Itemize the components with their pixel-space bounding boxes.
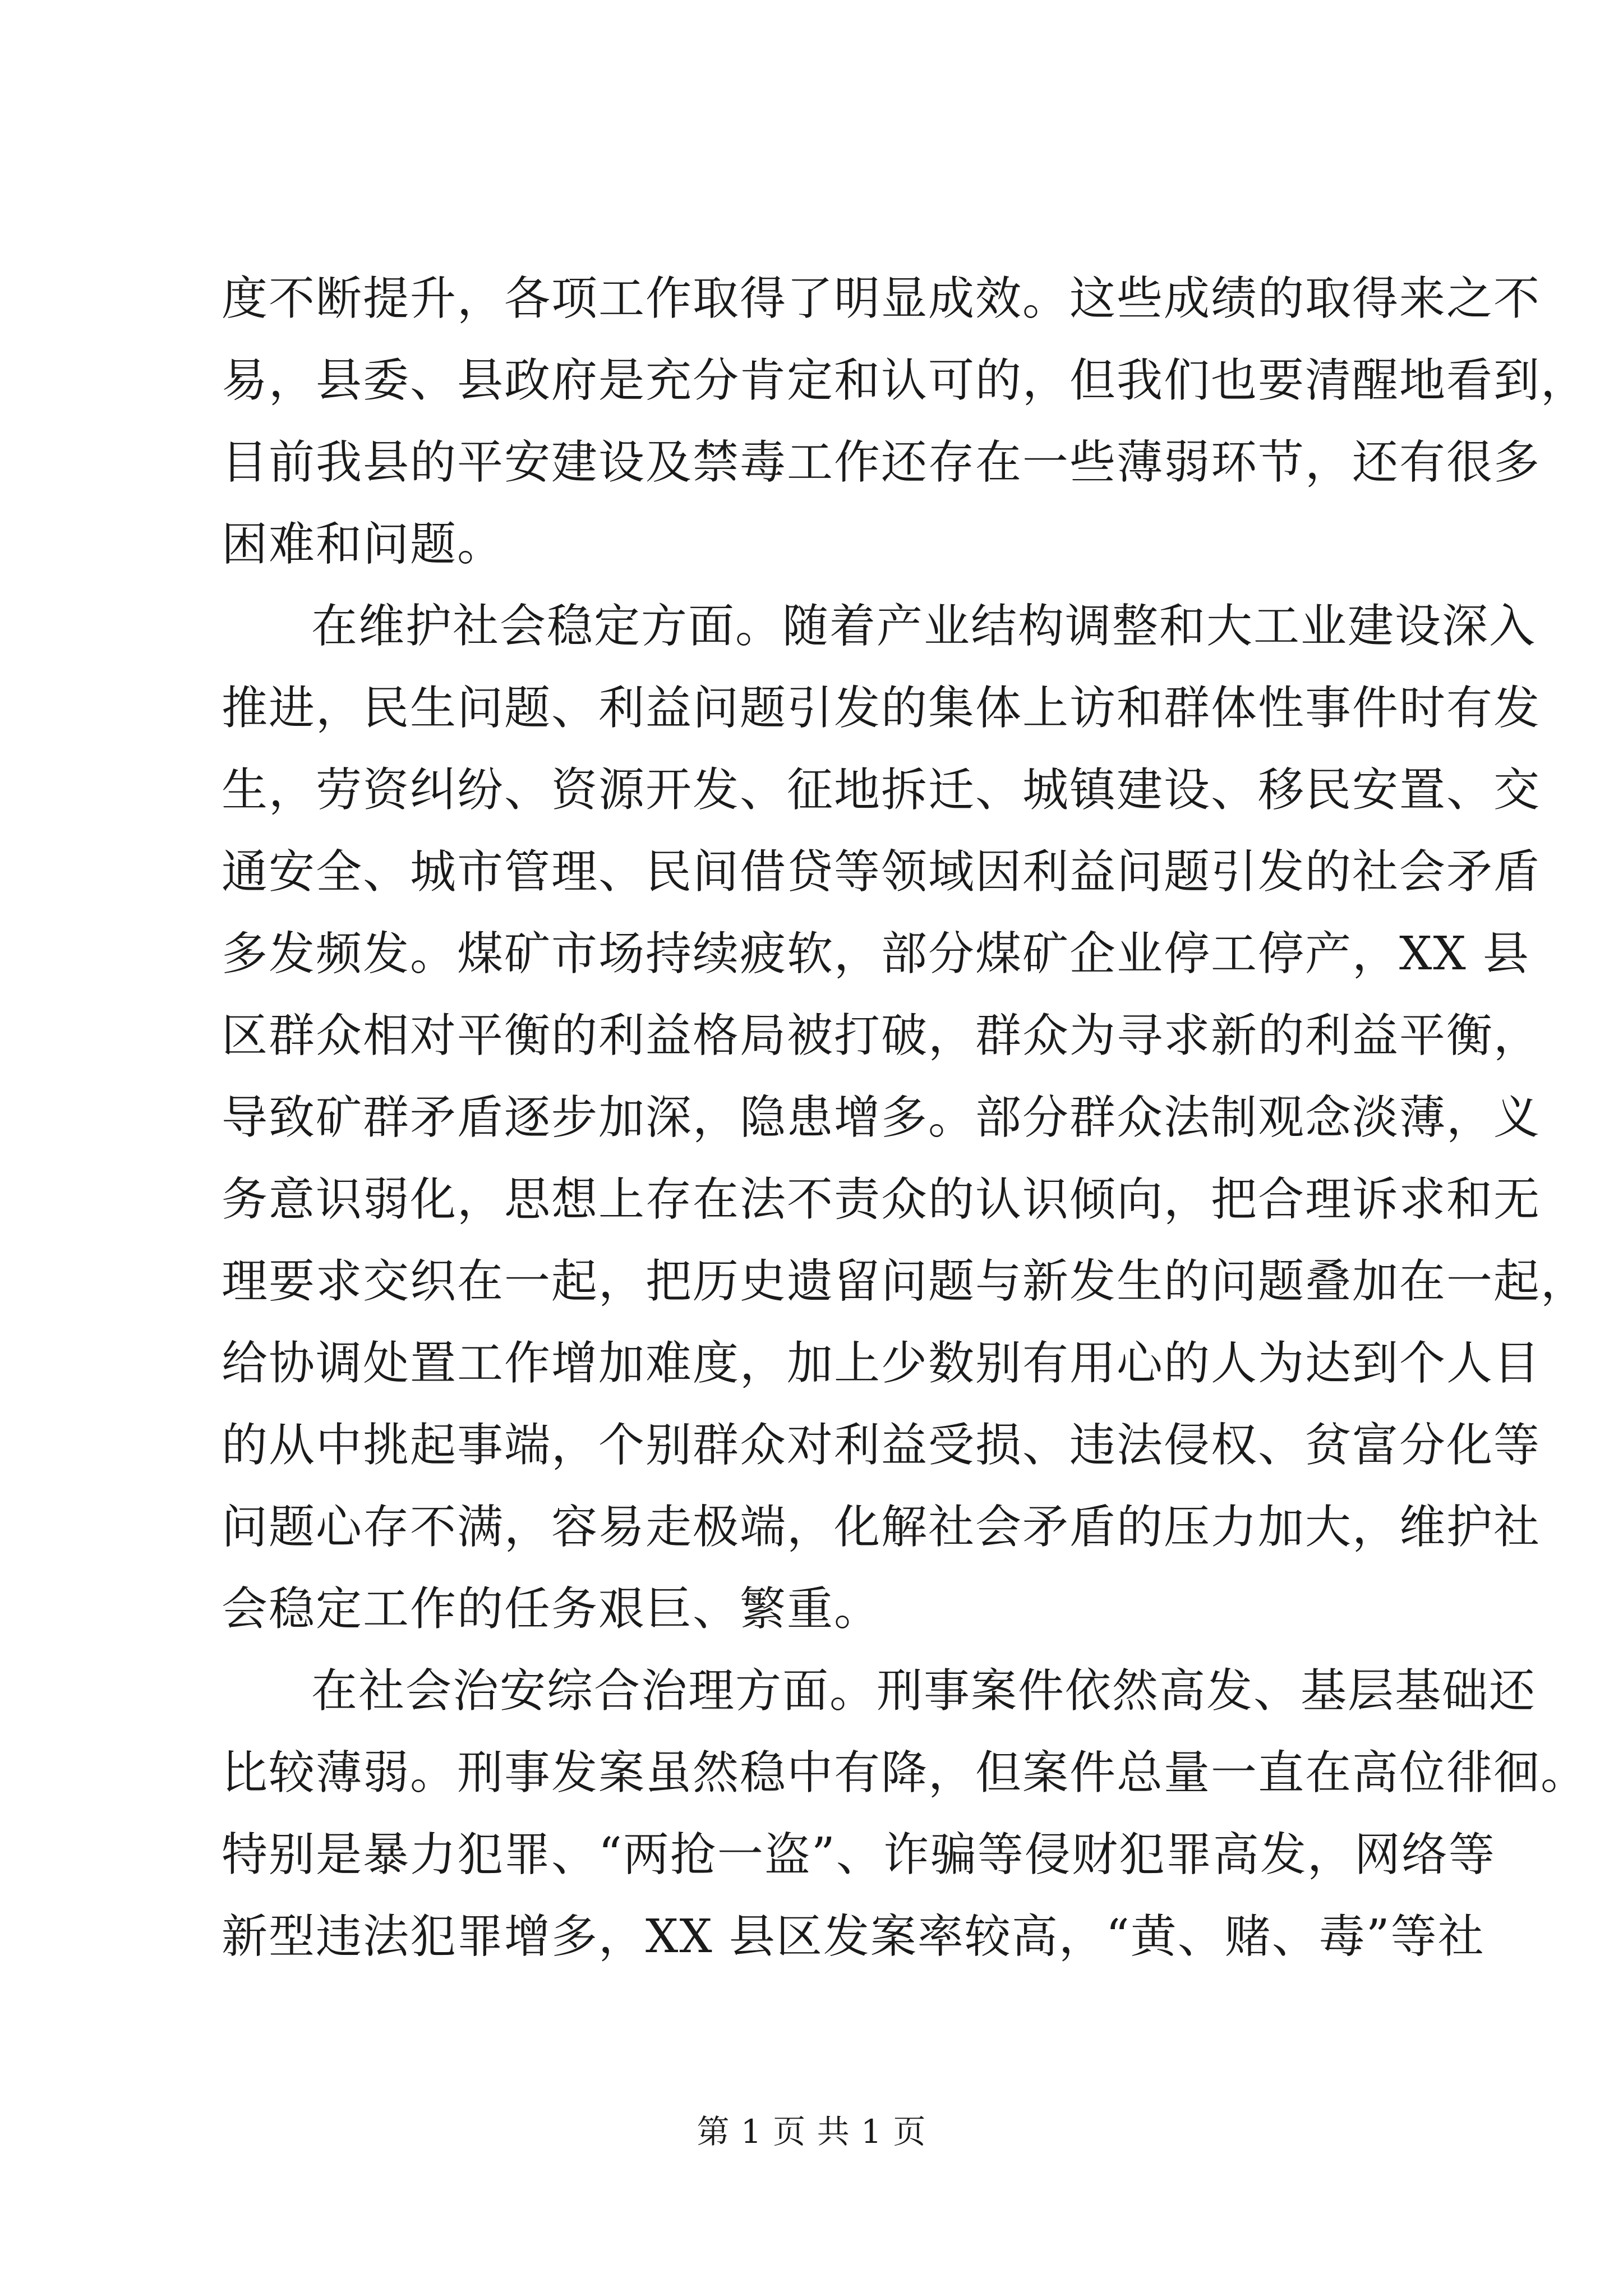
text-line: 理要求交织在一起，把历史遗留问题与新发生的问题叠加在一起，	[222, 1255, 1588, 1308]
text-line: 务意识弱化，思想上存在法不责众的认识倾向，把合理诉求和无	[222, 1173, 1541, 1226]
text-line: 生，劳资纠纷、资源开发、征地拆迁、城镇建设、移民安置、交	[222, 763, 1541, 817]
text-line: 问题心存不满，容易走极端，化解社会矛盾的压力加大，维护社	[222, 1501, 1541, 1554]
text-line: 困难和问题。	[222, 518, 505, 571]
text-line: 推进，民生问题、利益问题引发的集体上访和群体性事件时有发	[222, 682, 1541, 735]
text-line: 特别是暴力犯罪、“两抢一盗”、诈骗等侵财犯罪高发，网络等	[222, 1828, 1496, 1881]
paragraph-first-line: 在社会治安综合治理方面。刑事案件依然高发、基层基础还	[311, 1664, 1537, 1718]
text-line: 多发频发。煤矿市场持续疲软，部分煤矿企业停工停产，XX 县	[222, 927, 1530, 981]
text-line: 新型违法犯罪增多，XX 县区发案率较高，“黄、赌、毒”等社	[222, 1910, 1485, 1963]
text-line: 度不断提升，各项工作取得了明显成效。这些成绩的取得来之不	[222, 272, 1541, 325]
text-line: 的从中挑起事端，个别群众对利益受损、违法侵权、贫富分化等	[222, 1419, 1541, 1472]
page-footer: 第 1 页 共 1 页	[697, 2113, 926, 2151]
text-line: 给协调处置工作增加难度，加上少数别有用心的人为达到个人目	[222, 1337, 1541, 1390]
document-body	[222, 258, 1588, 1978]
text-line: 区群众相对平衡的利益格局被打破，群众为寻求新的利益平衡，	[222, 1009, 1541, 1062]
text-line: 比较薄弱。刑事发案虽然稳中有降，但案件总量一直在高位徘徊。	[222, 1746, 1588, 1800]
text-line: 易，县委、县政府是充分肯定和认可的，但我们也要清醒地看到，	[222, 354, 1588, 407]
text-line: 会稳定工作的任务艰巨、繁重。	[222, 1582, 882, 1636]
paragraph-first-line: 在维护社会稳定方面。随着产业结构调整和大工业建设深入	[311, 600, 1537, 653]
text-line: 目前我县的平安建设及禁毒工作还存在一些薄弱环节，还有很多	[222, 436, 1541, 489]
text-line: 通安全、城市管理、民间借贷等领域因利益问题引发的社会矛盾	[222, 845, 1541, 899]
text-line: 导致矿群矛盾逐步加深，隐患增多。部分群众法制观念淡薄，义	[222, 1091, 1541, 1144]
